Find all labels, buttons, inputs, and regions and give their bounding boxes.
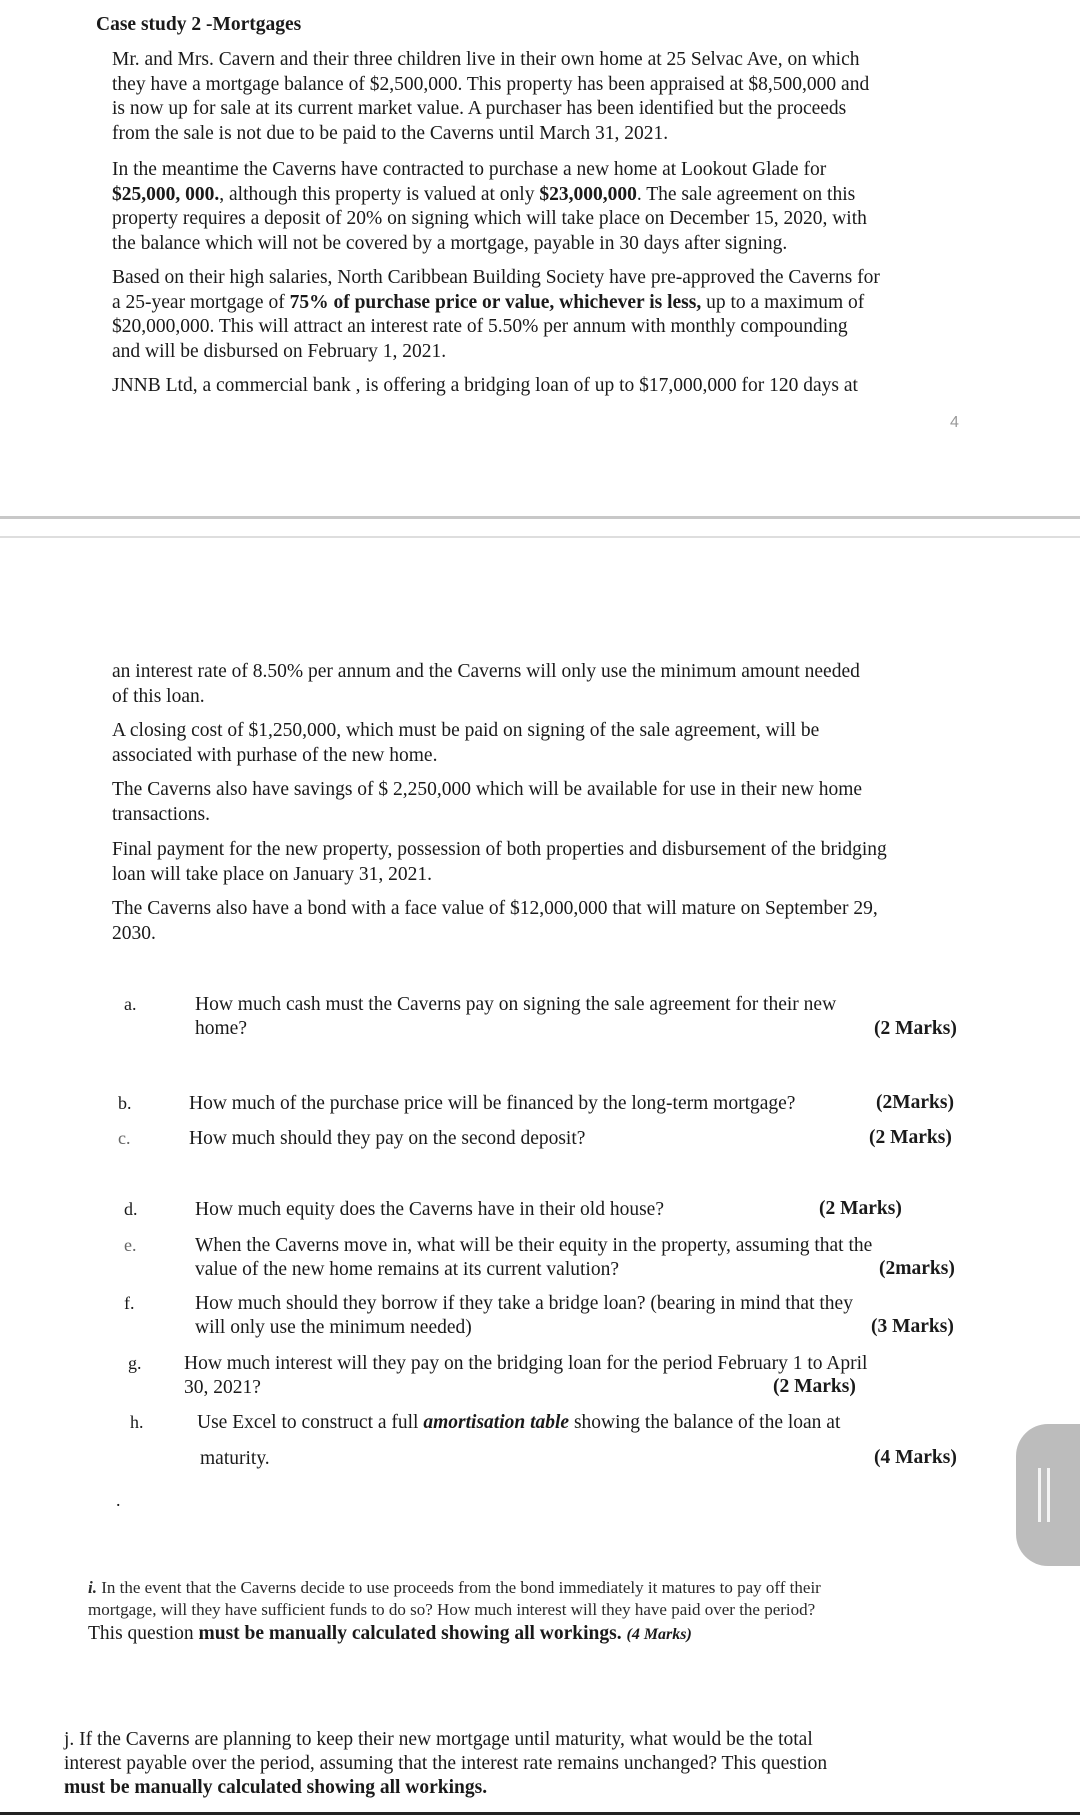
page-divider bbox=[0, 516, 1080, 519]
paragraph-bond bbox=[112, 897, 968, 946]
question-i-instruction bbox=[88, 1622, 692, 1647]
question-label: i. bbox=[88, 1578, 97, 1597]
marks: (3 Marks) bbox=[871, 1316, 954, 1337]
text-line: associated with purhase of the new home. bbox=[112, 744, 438, 766]
paragraph-savings bbox=[112, 778, 968, 827]
paragraph-current-home bbox=[112, 48, 968, 146]
question-i bbox=[88, 1577, 988, 1621]
text-fragment: a 25-year mortgage of bbox=[112, 291, 290, 313]
paragraph-closing-cost bbox=[112, 719, 968, 768]
text-line: and will be disbursed on February 1, 2021. bbox=[112, 340, 447, 362]
text-fragment: This question bbox=[88, 1623, 199, 1644]
question-c: How much should they pay on the second deposit? bbox=[189, 1128, 586, 1149]
text-line: 2030. bbox=[112, 922, 156, 944]
grip-icon bbox=[1038, 1468, 1041, 1522]
question-a bbox=[195, 993, 836, 1041]
marks: (4 Marks) bbox=[626, 1626, 692, 1643]
question-j bbox=[64, 1728, 964, 1800]
text-line: is now up for sale at its current market value. A purchaser has been identified but the proceeds bbox=[112, 98, 847, 119]
text-line: Final payment for the new property, possession of both properties and disbursement of the bridging bbox=[112, 839, 887, 860]
question-text: How much cash must the Caverns pay on signing the sale agreement for their new bbox=[195, 994, 837, 1015]
question-label: a. bbox=[124, 994, 137, 1014]
stray-mark: . bbox=[116, 1490, 121, 1510]
purchase-price: $25,000, 000. bbox=[112, 183, 220, 205]
question-text: value of the new home remains at its current valution? bbox=[195, 1259, 619, 1280]
question-text: When the Caverns move in, what will be their equity in the property, assuming that the bbox=[195, 1235, 873, 1256]
question-text: maturity. bbox=[200, 1448, 270, 1469]
text-fragment: . The sale agreement on this bbox=[636, 183, 856, 205]
property-value: $23,000,000 bbox=[539, 183, 637, 205]
text-line bbox=[112, 183, 968, 208]
marks: (2marks) bbox=[879, 1258, 955, 1279]
marks: (2 Marks) bbox=[869, 1127, 952, 1148]
question-label: d. bbox=[124, 1199, 138, 1219]
text-line: Mr. and Mrs. Cavern and their three children live in their own home at 25 Selvac Ave, on which bbox=[112, 49, 860, 70]
question-text: must be manually calculated showing all workings. bbox=[64, 1777, 488, 1798]
question-d: How much equity does the Caverns have in their old house? bbox=[195, 1199, 664, 1220]
question-label: c. bbox=[118, 1128, 131, 1148]
question-text: will only use the minimum needed) bbox=[195, 1317, 472, 1338]
question-label: e. bbox=[124, 1235, 137, 1255]
question-text: home? bbox=[195, 1018, 247, 1039]
page-number: 4 bbox=[950, 414, 959, 431]
question-text: j. If the Caverns are planning to keep their new mortgage until maturity, what would be the total bbox=[64, 1729, 813, 1750]
text-line: In the meantime the Caverns have contracted to purchase a new home at Lookout Glade for bbox=[112, 159, 827, 180]
text-line: from the sale is not due to be paid to the Caverns until March 31, 2021. bbox=[112, 122, 669, 144]
marks: (2 Marks) bbox=[819, 1198, 902, 1219]
question-g bbox=[184, 1352, 867, 1400]
text-line: A closing cost of $1,250,000, which must be paid on signing of the sale agreement, will be bbox=[112, 720, 820, 741]
question-b: How much of the purchase price will be financed by the long-term mortgage? bbox=[189, 1093, 796, 1114]
text-line: JNNB Ltd, a commercial bank , is offering a bridging loan of up to $17,000,000 for 120 days at bbox=[112, 375, 858, 396]
question-e bbox=[195, 1234, 872, 1282]
page-divider bbox=[0, 536, 1080, 538]
question-label: b. bbox=[118, 1093, 132, 1113]
question-label: f. bbox=[124, 1293, 135, 1313]
scroll-handle[interactable] bbox=[1016, 1424, 1080, 1566]
question-text: interest payable over the period, assuming that the interest rate remains unchanged? This question bbox=[64, 1753, 828, 1774]
text-line: they have a mortgage balance of $2,500,000. This property has been appraised at $8,500,000 and bbox=[112, 73, 870, 95]
text-line: $20,000,000. This will attract an interest rate of 5.50% per annum with monthly compounding bbox=[112, 316, 848, 337]
text-line: property requires a deposit of 20% on signing which will take place on December 15, 2020, with bbox=[112, 208, 867, 229]
text-line: the balance which will not be covered by a mortgage, payable in 30 days after signing. bbox=[112, 232, 788, 254]
paragraph-mortgage-terms bbox=[112, 266, 968, 364]
question-f bbox=[195, 1292, 853, 1340]
question-label: h. bbox=[130, 1412, 144, 1432]
mortgage-ltv-condition: 75% of purchase price or value, whichever is less, bbox=[289, 291, 702, 313]
question-text bbox=[88, 1577, 988, 1599]
text-fragment: showing the balance of the loan at bbox=[569, 1412, 841, 1433]
paragraph-bridging-loan bbox=[112, 374, 968, 399]
marks: (2Marks) bbox=[876, 1092, 954, 1113]
question-text: How much should they borrow if they take a bridge loan? (bearing in mind that they bbox=[195, 1293, 853, 1314]
question-text bbox=[197, 1411, 840, 1435]
text-line: The Caverns also have a bond with a face value of $12,000,000 that will mature on September 29, bbox=[112, 898, 878, 919]
question-label: g. bbox=[128, 1353, 142, 1373]
text-line: of this loan. bbox=[112, 685, 205, 707]
text-fragment: up to a maximum of bbox=[701, 291, 865, 313]
text-fragment: Use Excel to construct a full bbox=[197, 1412, 424, 1433]
paragraph-bridging-rate bbox=[112, 660, 968, 709]
question-h bbox=[197, 1411, 840, 1435]
marks: (2 Marks) bbox=[773, 1376, 856, 1397]
text-fragment: , although this property is valued at only bbox=[219, 183, 540, 205]
text-line: The Caverns also have savings of $ 2,250,000 which will be available for use in their new home bbox=[112, 779, 863, 800]
text-line bbox=[112, 291, 968, 316]
paragraph-final-payment bbox=[112, 838, 968, 887]
marks: (4 Marks) bbox=[874, 1447, 957, 1468]
workings-instruction: must be manually calculated showing all workings. bbox=[198, 1623, 622, 1644]
text-fragment: In the event that the Caverns decide to use proceeds from the bond immediately it matures to pay off their bbox=[101, 1578, 821, 1597]
question-text: mortgage, will they have sufficient funds to do so? How much interest will they have paid over the period? bbox=[88, 1600, 816, 1619]
text-line: Based on their high salaries, North Caribbean Building Society have pre-approved the Caverns for bbox=[112, 267, 880, 288]
question-text: How much interest will they pay on the bridging loan for the period February 1 to April bbox=[184, 1353, 868, 1374]
text-line: an interest rate of 8.50% per annum and the Caverns will only use the minimum amount needed bbox=[112, 661, 860, 682]
grip-icon bbox=[1047, 1468, 1050, 1522]
page-title: Case study 2 -Mortgages bbox=[96, 14, 302, 35]
question-text: 30, 2021? bbox=[184, 1377, 261, 1398]
amortisation-table-emphasis: amortisation table bbox=[423, 1412, 570, 1433]
marks: (2 Marks) bbox=[874, 1018, 957, 1039]
paragraph-new-home bbox=[112, 158, 968, 256]
text-line: loan will take place on January 31, 2021. bbox=[112, 863, 433, 885]
text-line: transactions. bbox=[112, 803, 211, 825]
